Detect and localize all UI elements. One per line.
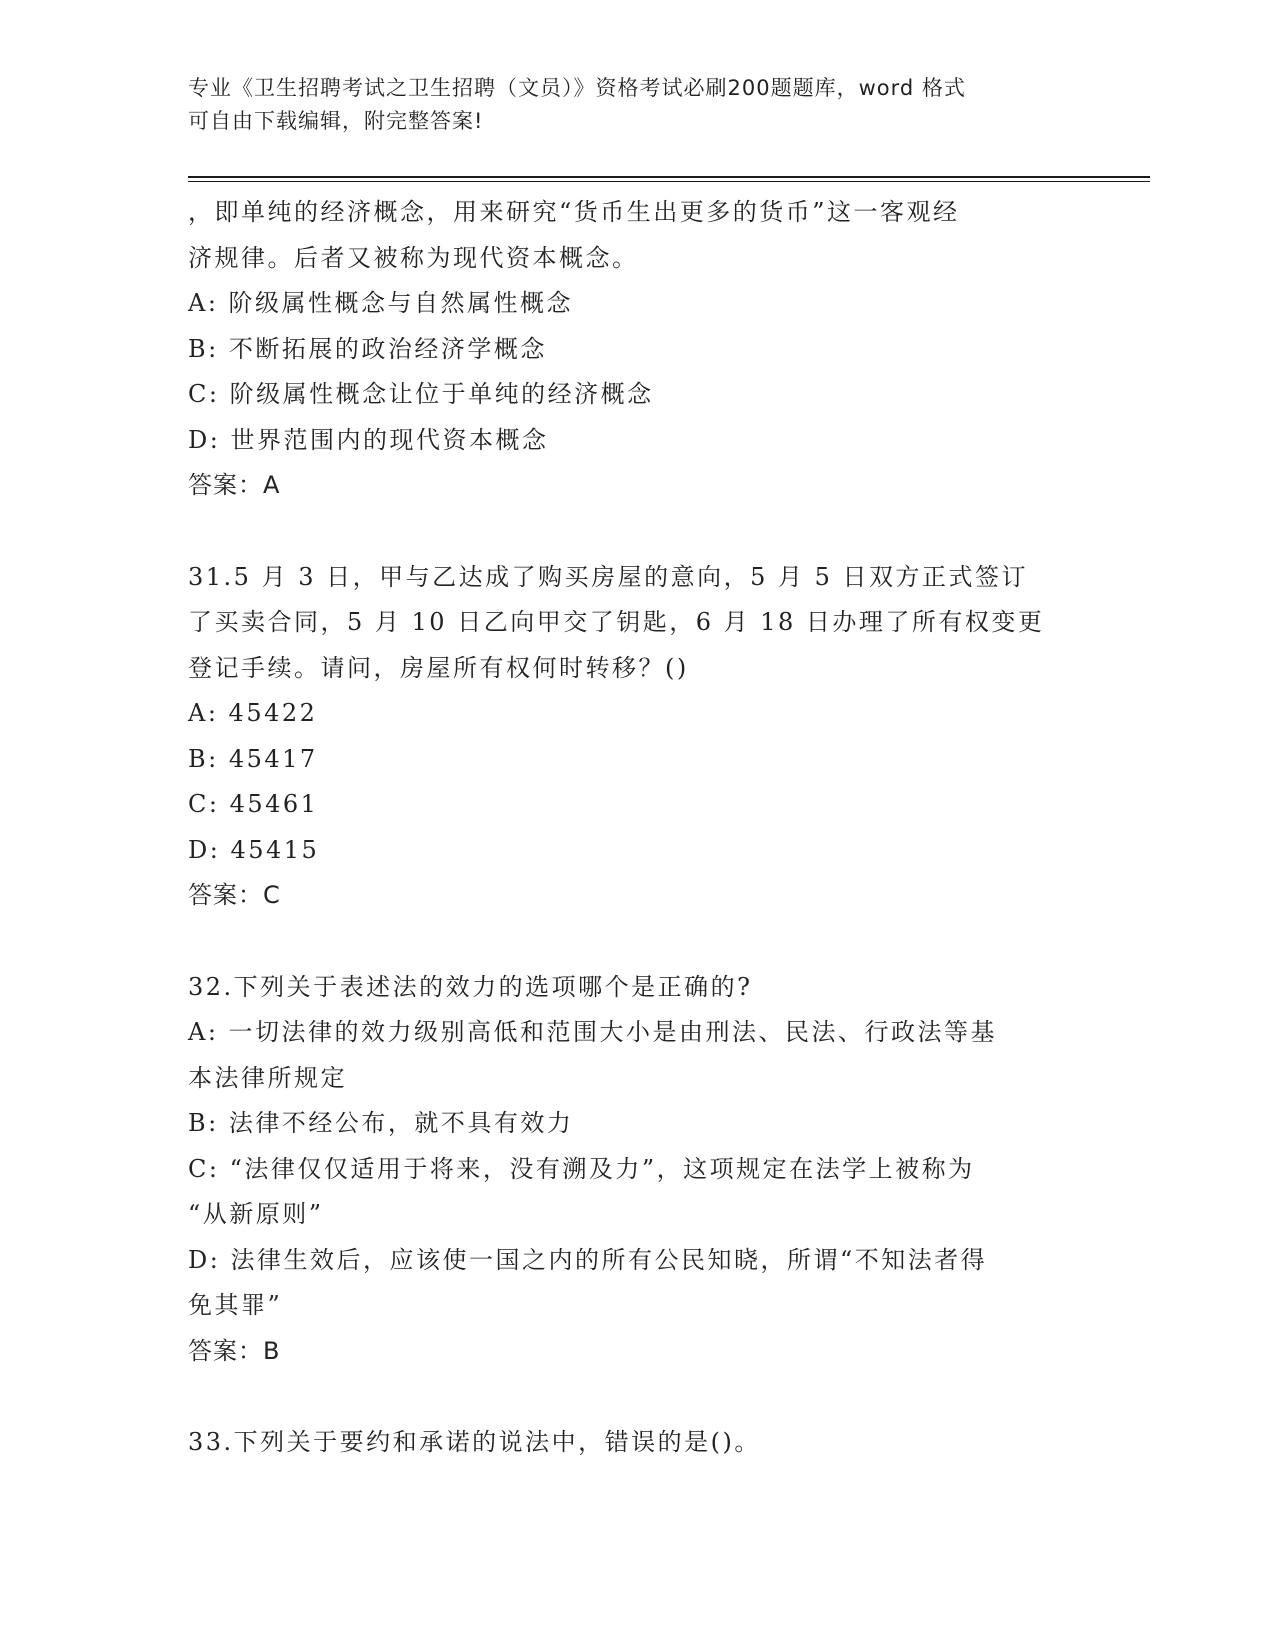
option-b: B: 45417	[188, 744, 318, 773]
option-a: A: 45422	[188, 699, 318, 727]
header-line-2: 可自由下载编辑，附完整答案!	[188, 109, 484, 133]
question-text: ，即单纯的经济概念，用来研究“货币生出更多的货币”这一客观经	[188, 198, 960, 226]
spacer	[188, 919, 1088, 965]
option-b: B: 法律不经公布，就不具有效力	[188, 1109, 574, 1137]
answer-label: 答案：A	[188, 471, 281, 499]
question-text: 了买卖合同，5 月 10 日乙向甲交了钥匙，6 月 18 日办理了所有权变更	[188, 608, 1045, 636]
option-d-continued: 免其罪”	[188, 1291, 283, 1319]
option-b: B: 不断拓展的政治经济学概念	[188, 334, 547, 363]
header-divider-thin	[188, 181, 1150, 182]
spacer	[188, 509, 1088, 555]
option-c: C: “法律仅仅适用于将来，没有溯及力”，这项规定在法学上被称为	[188, 1154, 975, 1183]
option-d: D: 45415	[188, 835, 320, 864]
document-body	[188, 190, 1088, 1466]
document-header	[188, 72, 1068, 138]
question-text: 登记手续。请问，房屋所有权何时转移？()	[188, 653, 689, 682]
option-c-continued: “从新原则”	[188, 1200, 324, 1228]
header-divider-thick	[188, 176, 1150, 178]
option-c: C: 阶级属性概念让位于单纯的经济概念	[188, 380, 654, 408]
option-d: D: 法律生效后，应该使一国之内的所有公民知晓，所谓“不知法者得	[188, 1245, 988, 1274]
question-text: 33.下列关于要约和承诺的说法中，错误的是()。	[188, 1428, 761, 1456]
option-a: A: 一切法律的效力级别高低和范围大小是由刑法、民法、行政法等基	[188, 1018, 998, 1046]
option-c: C: 45461	[188, 790, 319, 818]
answer-label: 答案：B	[188, 1336, 281, 1365]
question-text: 济规律。后者又被称为现代资本概念。	[188, 243, 639, 272]
question-text: 31.5 月 3 日，甲与乙达成了购买房屋的意向，5 月 5 日双方正式签订	[188, 562, 1029, 591]
answer-label: 答案：C	[188, 881, 281, 909]
option-a: A: 阶级属性概念与自然属性概念	[188, 289, 574, 317]
option-d: D: 世界范围内的现代资本概念	[188, 425, 549, 454]
option-a-continued: 本法律所规定	[188, 1063, 347, 1092]
spacer	[188, 1374, 1088, 1420]
question-text: 32.下列关于表述法的效力的选项哪个是正确的?	[188, 972, 753, 1001]
header-line-1: 专业《卫生招聘考试之卫生招聘（文员）》资格考试必刷200题题库，word 格式	[188, 76, 966, 100]
